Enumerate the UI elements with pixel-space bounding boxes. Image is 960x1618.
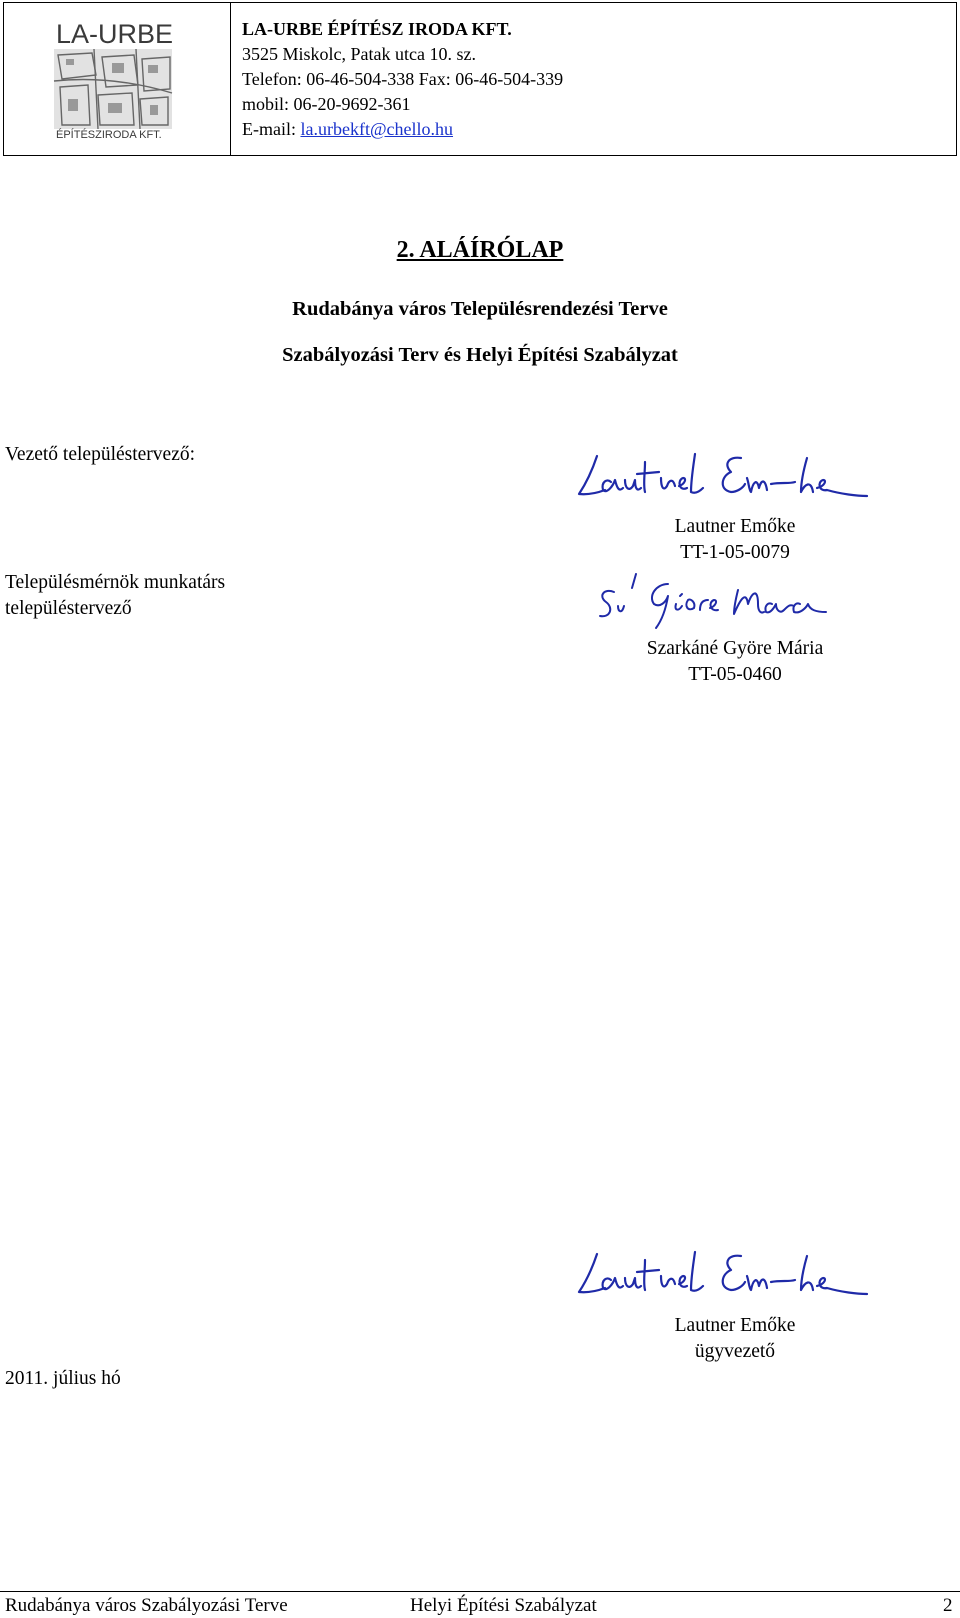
assistant-signatory <box>600 636 870 688</box>
logo-title: LA-URBE <box>56 19 174 49</box>
company-info <box>242 17 563 142</box>
email-line <box>242 117 563 142</box>
assistant-planner-label <box>5 570 225 622</box>
assistant-name: Szarkáné Györe Mária <box>646 638 824 659</box>
email-link[interactable]: la.urbekft@chello.hu <box>300 119 454 139</box>
mobile-number: mobil: 06-20-9692-361 <box>242 94 411 114</box>
lead-registration: TT-1-05-0079 <box>680 542 790 563</box>
lead-planner-label: Vezető településtervező: <box>5 444 196 465</box>
footer-plan-name: Rudabánya város Szabályozási Terve <box>5 1595 288 1616</box>
logo-cell <box>4 3 231 155</box>
phone-fax: Telefon: 06-46-504-338 Fax: 06-46-504-339 <box>242 69 564 89</box>
lead-signatory <box>600 514 870 566</box>
company-logo <box>52 15 176 141</box>
page-number: 2 <box>943 1595 953 1616</box>
letterhead <box>3 2 957 156</box>
assistant-label-line1: Településmérnök munkatárs <box>5 572 226 593</box>
director-signature <box>575 1246 875 1308</box>
assistant-registration: TT-05-0460 <box>688 664 782 685</box>
assistant-signature <box>596 570 836 632</box>
assistant-label-line2: településtervező <box>5 598 132 619</box>
document-title: 2. ALÁÍRÓLAP <box>396 237 564 263</box>
footer-section-name: Helyi Építési Szabályzat <box>410 1595 597 1616</box>
lead-signature <box>575 448 875 510</box>
director-signatory <box>600 1313 870 1365</box>
company-name: LA-URBE ÉPÍTÉSZ IRODA KFT. <box>242 19 512 39</box>
document-date: 2011. július hó <box>5 1368 121 1389</box>
director-name: Lautner Emőke <box>674 1315 796 1336</box>
email-label: E-mail: <box>242 119 301 139</box>
lead-name: Lautner Emőke <box>674 516 796 537</box>
plan-title: Rudabánya város Településrendezési Terve <box>292 298 668 320</box>
director-role: ügyvezető <box>694 1341 776 1362</box>
company-address: 3525 Miskolc, Patak utca 10. sz. <box>242 44 476 64</box>
plan-subtitle: Szabályozási Terv és Helyi Építési Szabályzat <box>282 344 678 366</box>
page-footer <box>0 1591 960 1616</box>
logo-subtitle: ÉPÍTÉSZIRODA KFT. <box>56 129 162 141</box>
